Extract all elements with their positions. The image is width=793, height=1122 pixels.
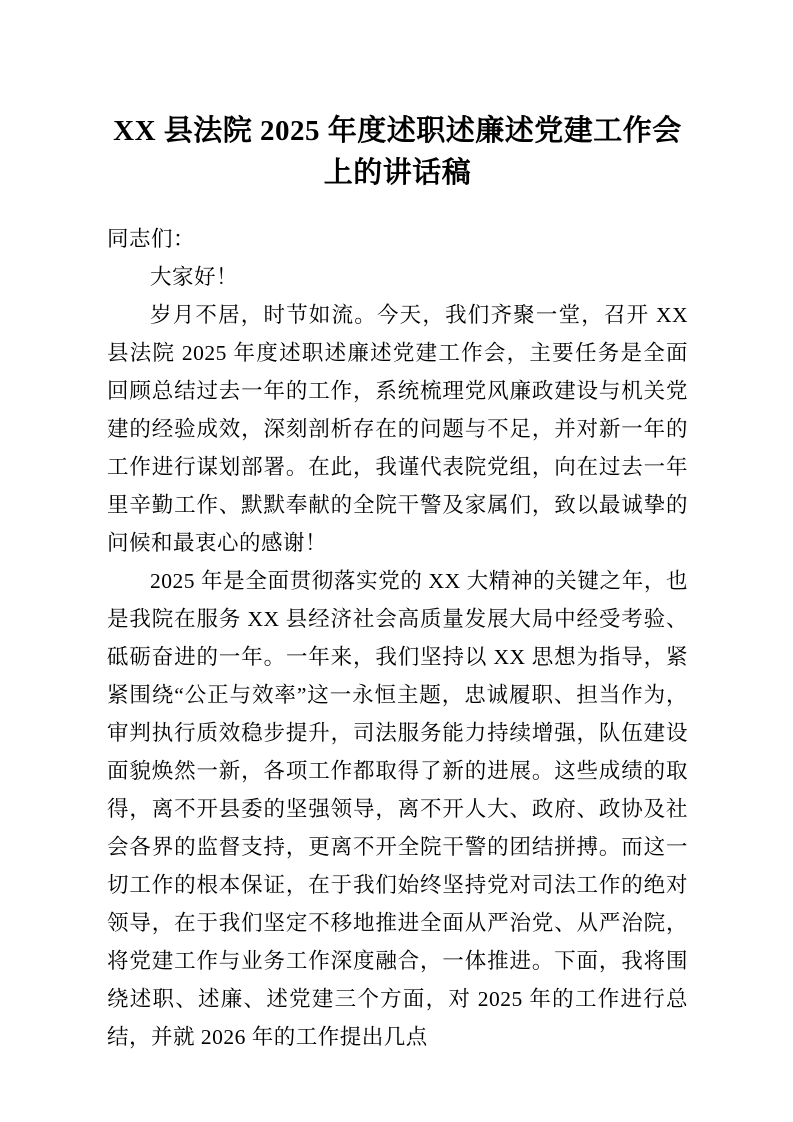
- paragraph-year-review: 2025 年是全面贯彻落实党的 XX 大精神的关键之年，也是我院在服务 XX 县经济社会高质量发展大局中经受考验、砥砺奋进的一年。一年来，我们坚持以 XX 思想为指导，紧紧围绕“公正与效率”这一永恒主题，忠诚履职、担当作为，审判执行质效稳步提升，司法服务能力持续增强，队伍建设面貌焕然一新，各项工作都取得了新的进展。这些成绩的取得，离不开县委的坚强领导，离不开人大、政府、政协及社会各界的监督支持，更离不开全院干警的团结拼搏。而这一切工作的根本保证，在于我们始终坚持党对司法工作的绝对领导，在于我们坚定不移地推进全面从严治党、从严治院，将党建工作与业务工作深度融合，一体推进。下面，我将围绕述职、述廉、述党建三个方面，对 2025 年的工作进行总结，并就 2026 年的工作提出几点: [107, 569, 688, 1049]
- salutation: 同志们：: [107, 227, 196, 251]
- paragraph-greeting: 大家好！: [150, 265, 239, 289]
- document-title: XX 县法院 2025 年度述职述廉述党建工作会上的讲话稿: [113, 115, 682, 189]
- document-body: [107, 220, 688, 1056]
- paragraph-opening: 岁月不居，时节如流。今天，我们齐聚一堂，召开 XX 县法院 2025 年度述职述廉述党建工作会，主要任务是全面回顾总结过去一年的工作，系统梳理党风廉政建设与机关党建的经验成效，深刻剖析存在的问题与不足，并对新一年的工作进行谋划部署。在此，我谨代表院党组，向在过去一年里辛勤工作、默默奉献的全院干警及家属们，致以最诚挚的问候和最衷心的感谢！: [107, 303, 688, 555]
